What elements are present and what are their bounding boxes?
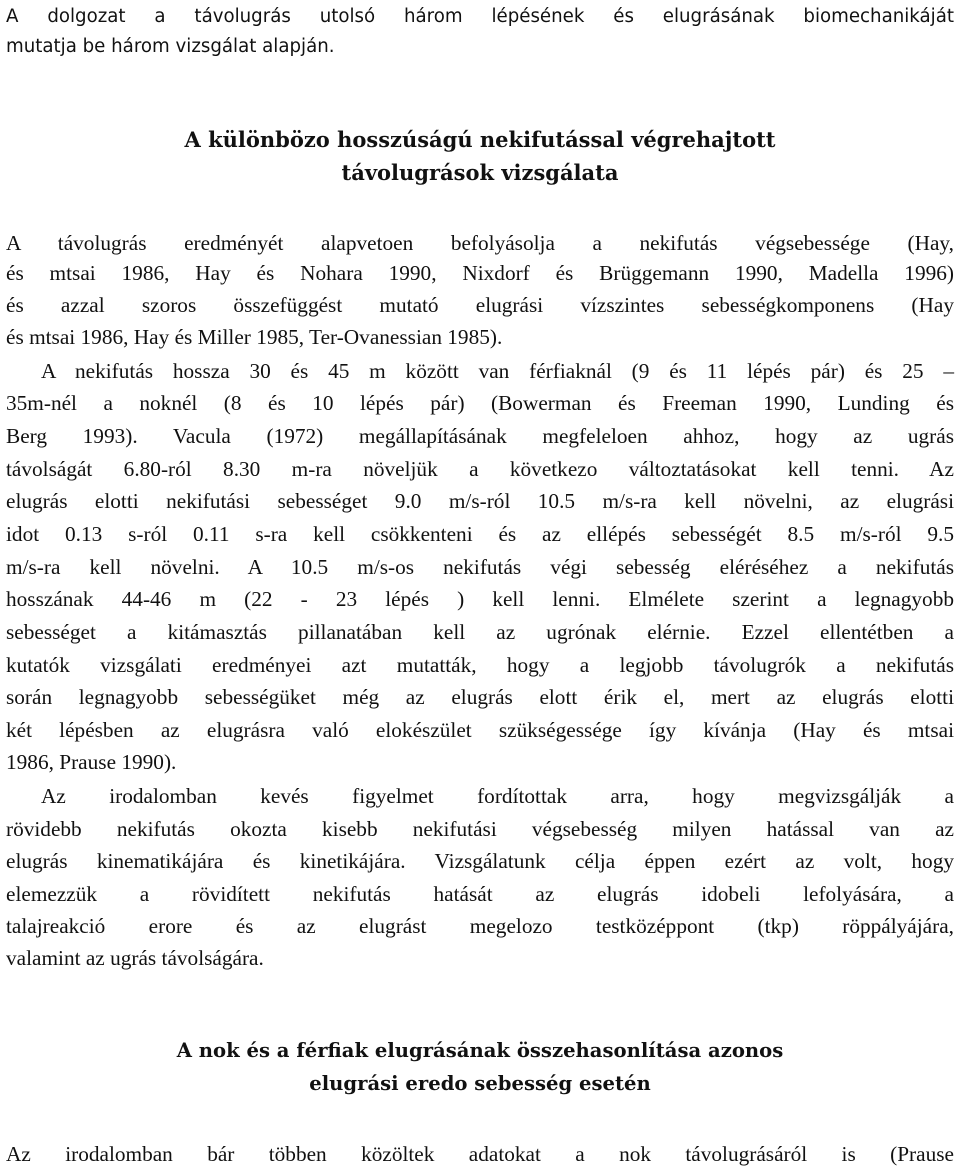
paragraph-line: és mtsai 1986, Hay és Miller 1985, Ter-Ovanessian 1985). [6, 325, 503, 349]
section-heading-line: elugrási eredo sebesség esetén [309, 1072, 651, 1095]
section-heading-line: A nok és a férfiak elugrásának összehasonlítása azonos [176, 1039, 784, 1062]
paragraph-line: 1986, Prause 1990). [6, 750, 177, 774]
intro-line: mutatja be három vizsgálat alapján. [6, 36, 335, 57]
paragraph-line: két lépésben az elugrásra való elokészület szükségessége így kívánja (Hay és mtsai [6, 718, 954, 742]
paragraph-line: m/s-ra kell növelni. A 10.5 m/s-os nekifutás végi sebesség eléréséhez a nekifutás [6, 555, 954, 579]
paragraph-line: Berg 1993). Vacula (1972) megállapításának megfeleloen ahhoz, hogy az ugrás [6, 424, 954, 448]
paragraph-line: rövidebb nekifutás okozta kisebb nekifutási végsebesség milyen hatással van az [6, 817, 954, 841]
paragraph-line: távolságát 6.80-ról 8.30 m-ra növeljük a következo változtatásokat kell tenni. Az [6, 457, 954, 481]
paragraph-line: valamint az ugrás távolságára. [6, 946, 264, 970]
paragraph-line: talajreakció erore és az elugrást megelozo testközéppont (tkp) röppályájára, [6, 914, 954, 938]
intro-line: A dolgozat a távolugrás utolsó három lépésének és elugrásának biomechanikáját [6, 6, 954, 27]
paragraph-line: elemezzük a rövidített nekifutás hatását az elugrás idobeli lefolyására, a [6, 882, 954, 906]
paragraph-line: Az irodalomban bár többen közöltek adatokat a nok távolugrásáról is (Prause [6, 1142, 954, 1166]
paragraph-line: és azzal szoros összefüggést mutató elugrási vízszintes sebességkomponens (Hay [6, 293, 954, 317]
paragraph-line: sebességet a kitámasztás pillanatában kell az ugrónak elérnie. Ezzel ellentétben a [6, 620, 954, 644]
paragraph-line: során legnagyobb sebességüket még az elugrás elott érik el, mert az elugrás elotti [6, 685, 954, 709]
paragraph-line: A távolugrás eredményét alapvetoen befolyásolja a nekifutás végsebessége (Hay, [6, 231, 954, 255]
paragraph-line: 35m-nél a noknél (8 és 10 lépés pár) (Bowerman és Freeman 1990, Lunding és [6, 391, 954, 415]
section-heading-line: távolugrások vizsgálata [341, 160, 619, 185]
paragraph-line: hosszának 44-46 m (22 - 23 lépés ) kell lenni. Elmélete szerint a legnagyobb [6, 587, 954, 611]
paragraph-line: A nekifutás hossza 30 és 45 m között van férfiaknál (9 és 11 lépés pár) és 25 – [41, 359, 954, 383]
paragraph-line: Az irodalomban kevés figyelmet fordítottak arra, hogy megvizsgálják a [41, 784, 954, 808]
paragraph-line: elugrás elotti nekifutási sebességet 9.0 m/s-ról 10.5 m/s-ra kell növelni, az elugrási [6, 489, 954, 513]
paragraph-line: idot 0.13 s-ról 0.11 s-ra kell csökkenteni és az ellépés sebességét 8.5 m/s-ról 9.5 [6, 522, 954, 546]
paragraph-line: kutatók vizsgálati eredményei azt mutatták, hogy a legjobb távolugrók a nekifutás [6, 653, 954, 677]
paragraph-line: elugrás kinematikájára és kinetikájára. Vizsgálatunk célja éppen ezért az volt, hogy [6, 849, 954, 873]
paragraph-line: és mtsai 1986, Hay és Nohara 1990, Nixdorf és Brüggemann 1990, Madella 1996) [6, 261, 954, 285]
section-heading-line: A különbözo hosszúságú nekifutással végrehajtott [184, 127, 776, 152]
